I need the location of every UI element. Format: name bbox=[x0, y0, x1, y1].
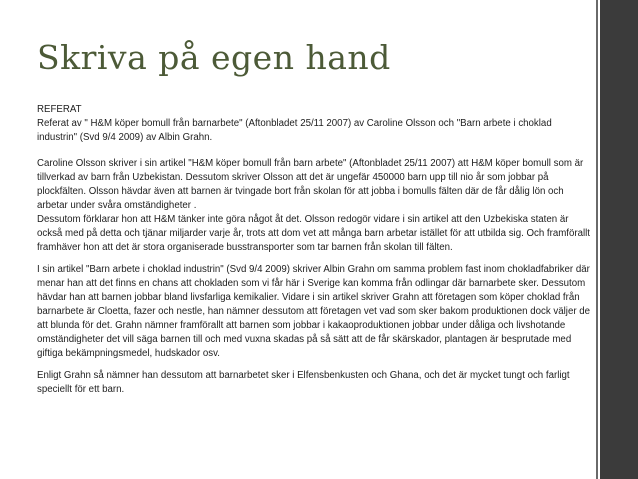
slide-title: Skriva på egen hand bbox=[37, 38, 391, 77]
paragraph-olsson-2: Dessutom förklarar hon att H&M tänker inte göra något åt det. Olsson redogör vidare i sin artikel att den Uzbekiska staten är också med på detta och tjänar miljarder varje år, trots att dom vet att många barn arbetar istället för att utbilda sig. Och framförallt framhäver hon att det är stora organiserade busstransporter som tar barnen från skolan till fälten. bbox=[37, 214, 590, 253]
section-heading: REFERAT bbox=[37, 104, 82, 115]
paragraph-grahn-1: I sin artikel "Barn arbete i choklad industrin" (Svd 9/4 2009) skriver Albin Grahn om samma problem fast inom chokladfabriker där menar han att det finns en chans att chokladen som vi får här i Sverige kan komma från odlingar där barnarbete sker. Dessutom hävdar han att barnen jobbar bland livsfarliga kemikalier. Vidare i sin artikel skriver Grahn att företagen som köper choklad från barnarbete är Cloetta, fazer och nestle, han nämner dessutom att företagen vet vad som sker bakom produktionen dock väljer de att blunda för det. Grahn nämner framförallt att barnen som jobbar i kakaoproduktionen jobbar under dåliga och livshotande omständigheter det vill säga barnen till och med vuxna skadas på så sätt att de får skärskador, plantagen är besprutade med giftiga bekämpningsmedel, hudskador osv. bbox=[37, 264, 591, 359]
sidebar-divider bbox=[596, 0, 598, 479]
paragraph-olsson-1: Caroline Olsson skriver i sin artikel "H&M köper bomull från barn arbete" (Aftonbladet 25/11 2007) att H&M köper bomull som är tillverkad av barn från Uzbekistan. Dessutom skriver Olsson att det är ungefär 450000 barn upp till nio år som jobbar på plockfälten. Olsson hävdar även att barnen är tvingade bort från skolan för att jobba i bomulls fälten där de får dålig lön och arbetar under svåra omständigheter . bbox=[37, 158, 584, 211]
paragraph-grahn-2: Enligt Grahn så nämner han dessutom att barnarbetet sker i Elfensbenkusten och Ghana, och det är mycket tungt och farligt speciellt för ett barn. bbox=[37, 370, 570, 395]
right-sidebar-band bbox=[600, 0, 638, 479]
slide-content bbox=[37, 103, 592, 397]
paragraph-intro: Referat av " H&M köper bomull från barnarbete" (Aftonbladet 25/11 2007) av Caroline Olsson och "Barn arbete i choklad industrin" (Svd 9/4 2009) av Albin Grahn. bbox=[37, 118, 552, 143]
